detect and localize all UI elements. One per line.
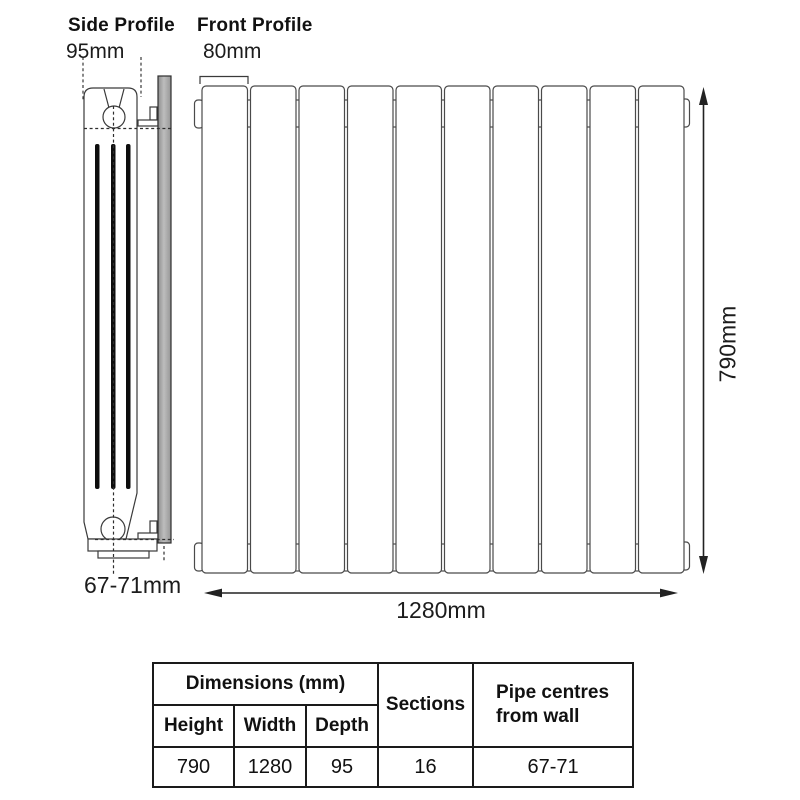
spec-table <box>152 662 634 788</box>
radiator-panel <box>542 86 588 573</box>
wall-bracket-bottom <box>138 521 158 539</box>
front-profile-section-width-label: 80mm <box>203 40 262 63</box>
radiator-panel <box>251 86 297 573</box>
pipe-centres-header: Pipe centres from wall <box>473 663 633 747</box>
depth-column-header: Depth <box>306 705 378 747</box>
dimensions-header: Dimensions (mm) <box>153 663 378 705</box>
height-value: 790 <box>153 747 234 787</box>
side-profile-drawing <box>83 57 174 575</box>
side-profile-title: Side Profile <box>68 15 175 36</box>
width-dimension-label: 1280mm <box>396 597 486 623</box>
pipe-centres-value: 67-71 <box>473 747 633 787</box>
depth-value: 95 <box>306 747 378 787</box>
height-column-header: Height <box>153 705 234 747</box>
radiator-panel <box>299 86 345 573</box>
side-profile-depth-label: 95mm <box>66 40 125 63</box>
wall-bar <box>158 76 171 543</box>
radiator-panel <box>348 86 394 573</box>
radiator-panel <box>445 86 491 573</box>
radiator-panels <box>202 86 684 573</box>
front-profile-drawing <box>195 86 690 573</box>
height-dimension-arrow <box>699 87 708 574</box>
radiator-panel <box>590 86 636 573</box>
side-foot <box>88 539 157 551</box>
wall-bracket-top <box>138 107 158 126</box>
section-width-bracket <box>200 77 248 85</box>
radiator-panel <box>639 86 685 573</box>
sections-header: Sections <box>378 663 473 747</box>
height-dimension-label: 790mm <box>714 305 741 383</box>
front-profile-title: Front Profile <box>197 15 313 36</box>
sections-value: 16 <box>378 747 473 787</box>
radiator-panel <box>202 86 248 573</box>
width-column-header: Width <box>234 705 306 747</box>
side-foot-step <box>98 551 149 558</box>
radiator-panel <box>396 86 442 573</box>
width-value: 1280 <box>234 747 306 787</box>
pipe-centres-dimension-label: 67-71mm <box>84 572 182 598</box>
radiator-panel <box>493 86 539 573</box>
